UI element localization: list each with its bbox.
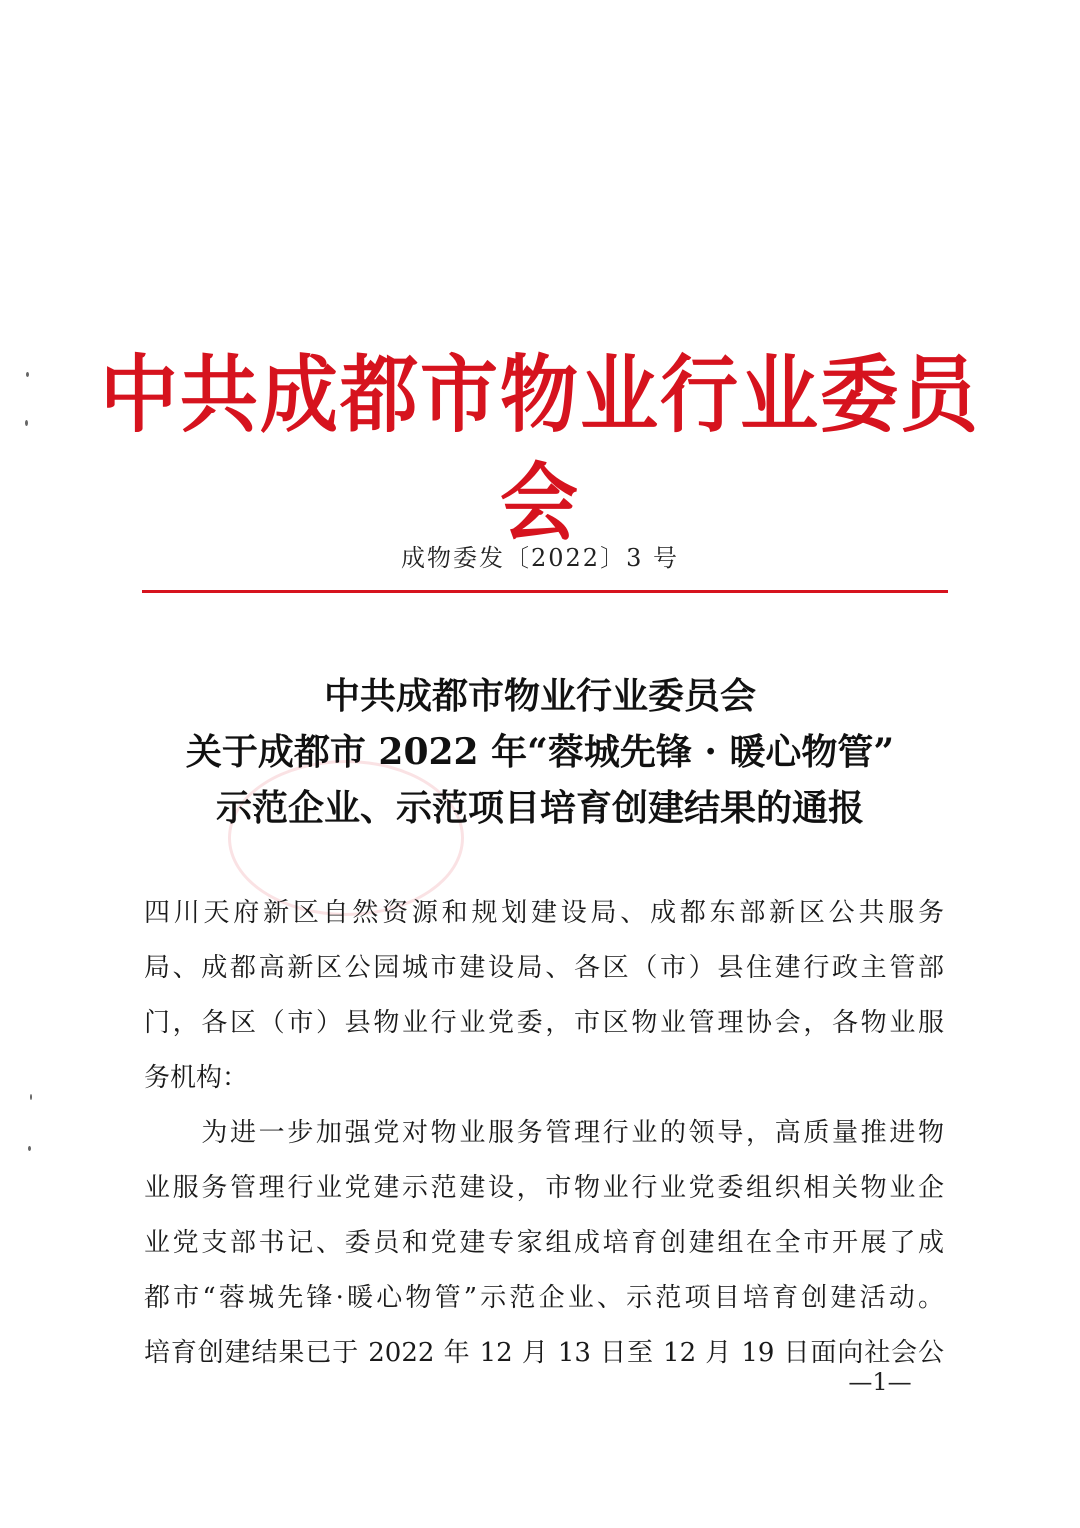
body-text: [144, 886, 944, 1381]
paragraph-line: 业服务管理行业党建示范建设，市物业行业党委组织相关物业企: [144, 1173, 944, 1203]
red-separator-line: [142, 590, 948, 593]
addressee-line: 四川天府新区自然资源和规划建设局、成都东部新区公共服务: [144, 898, 944, 928]
notice-title: [100, 668, 980, 836]
title-line: 中共成都市物业行业委员会: [323, 675, 756, 717]
scan-speck: [26, 372, 29, 377]
paragraph-line: 都市“蓉城先锋·暖心物管”示范企业、示范项目培育创建活动。: [144, 1283, 944, 1313]
red-masthead-title: 中共成都市物业行业委员会: [100, 347, 981, 553]
addressee-line: 门，各区（市）县物业行业党委，市区物业管理协会，各物业服: [144, 1008, 944, 1038]
scan-speck: [28, 1146, 31, 1151]
document-number: 成物委发〔2022〕3 号: [401, 544, 679, 572]
scan-speck: [30, 1094, 32, 1100]
paragraph-line: 为进一步加强党对物业服务管理行业的领导，高质量推进物: [144, 1118, 944, 1148]
paragraph-line: 业党支部书记、委员和党建专家组成培育创建组在全市开展了成: [144, 1228, 944, 1258]
addressee-line: 局、成都高新区公园城市建设局、各区（市）县住建行政主管部: [144, 953, 944, 983]
title-line: 示范企业、示范项目培育创建结果的通报: [215, 787, 864, 829]
paragraph-line: 培育创建结果已于 2022 年 12 月 13 日至 12 月 19 日面向社会公: [144, 1338, 944, 1368]
scan-speck: [25, 420, 28, 426]
addressee-line: 务机构：: [144, 1063, 249, 1093]
page-number: —1—: [848, 1368, 912, 1396]
title-line: 关于成都市 2022 年“蓉城先锋 · 暖心物管”: [185, 731, 895, 773]
